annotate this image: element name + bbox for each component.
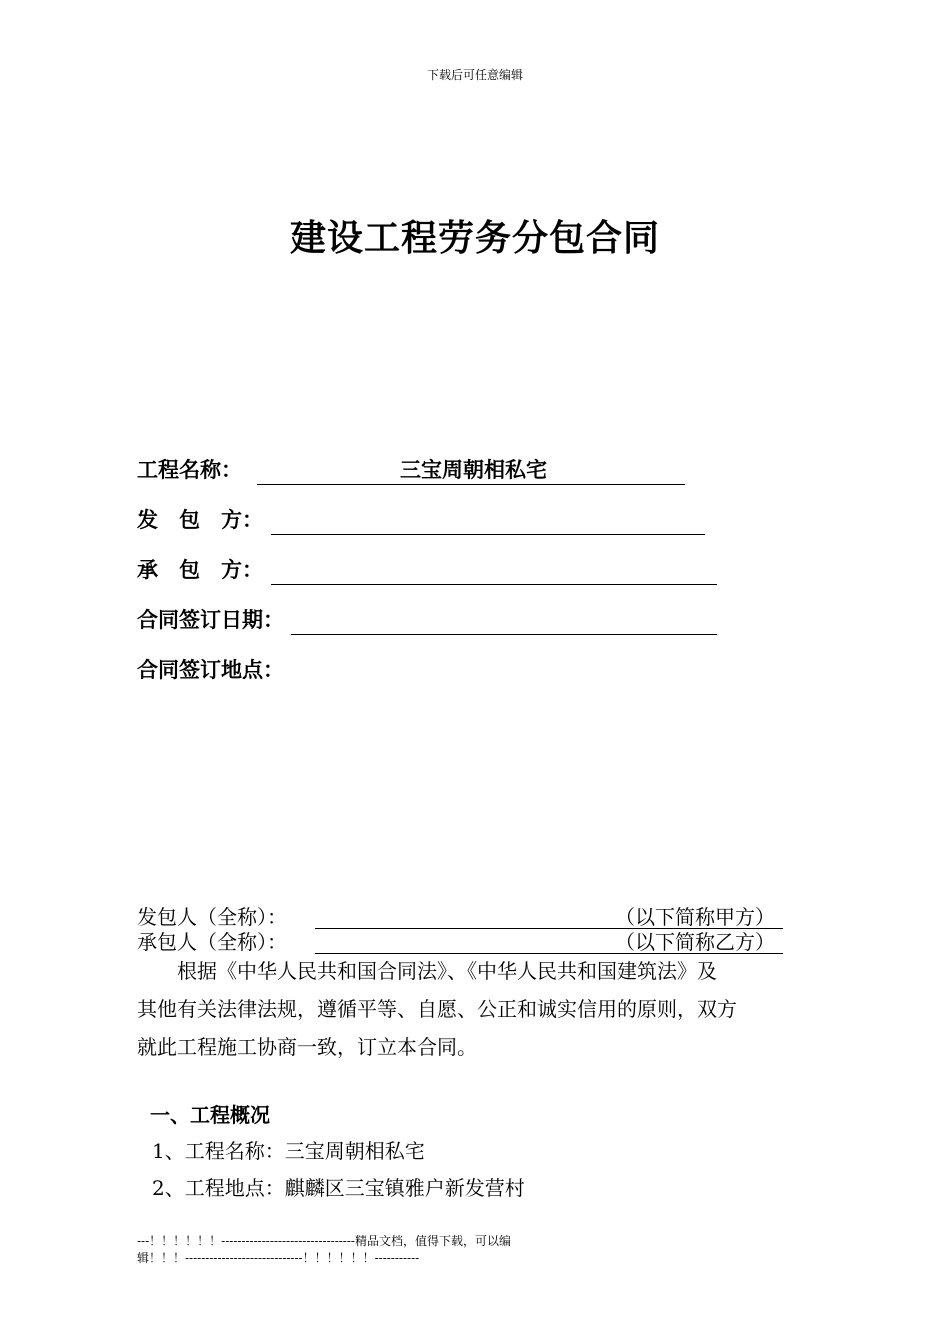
contractor-line[interactable] [271, 505, 705, 535]
party-a-label: 发包人（全称）： [137, 905, 287, 929]
footer-note [137, 1233, 511, 1267]
project-name-label: 工程名称： [137, 457, 242, 482]
subcontractor-label: 承 包 方： [137, 557, 263, 582]
party-b-abbr: （以下简称乙方） [615, 930, 775, 954]
footer-line: 辑！！！-----------------------------！！！！！！----------- [137, 1251, 420, 1265]
header-note: 下载后可任意编辑 [426, 68, 523, 82]
subcontractor-line[interactable] [271, 555, 717, 585]
preamble-paragraph [137, 952, 817, 1066]
party-a-abbr: （以下简称甲方） [615, 905, 775, 929]
project-name-value: 三宝周朝相私宅 [400, 457, 547, 482]
sign-place-label: 合同签订地点： [137, 657, 284, 682]
sign-date-line[interactable] [291, 605, 717, 635]
footer-line: ---！！！！！！---------------------------------精品文档，值得下载，可以编 [137, 1234, 511, 1248]
section-item-project-location: 2、工程地点：麒麟区三宝镇雅户新发营村 [152, 1176, 525, 1200]
document-title: 建设工程劳务分包合同 [289, 217, 660, 259]
sign-date-label: 合同签订日期： [137, 607, 284, 632]
party-b-label: 承包人（全称）： [137, 930, 287, 954]
section-item-project-name: 1、工程名称：三宝周朝相私宅 [152, 1139, 425, 1163]
contractor-label: 发 包 方： [137, 507, 263, 532]
preamble-line: 其他有关法律法规，遵循平等、自愿、公正和诚实信用的原则，双方 [137, 997, 737, 1021]
preamble-line: 根据《中华人民共和国合同法》、《中华人民共和国建筑法》及 [137, 959, 717, 983]
preamble-line: 就此工程施工协商一致，订立本合同。 [137, 1035, 477, 1059]
section-heading: 一、工程概况 [150, 1103, 270, 1127]
